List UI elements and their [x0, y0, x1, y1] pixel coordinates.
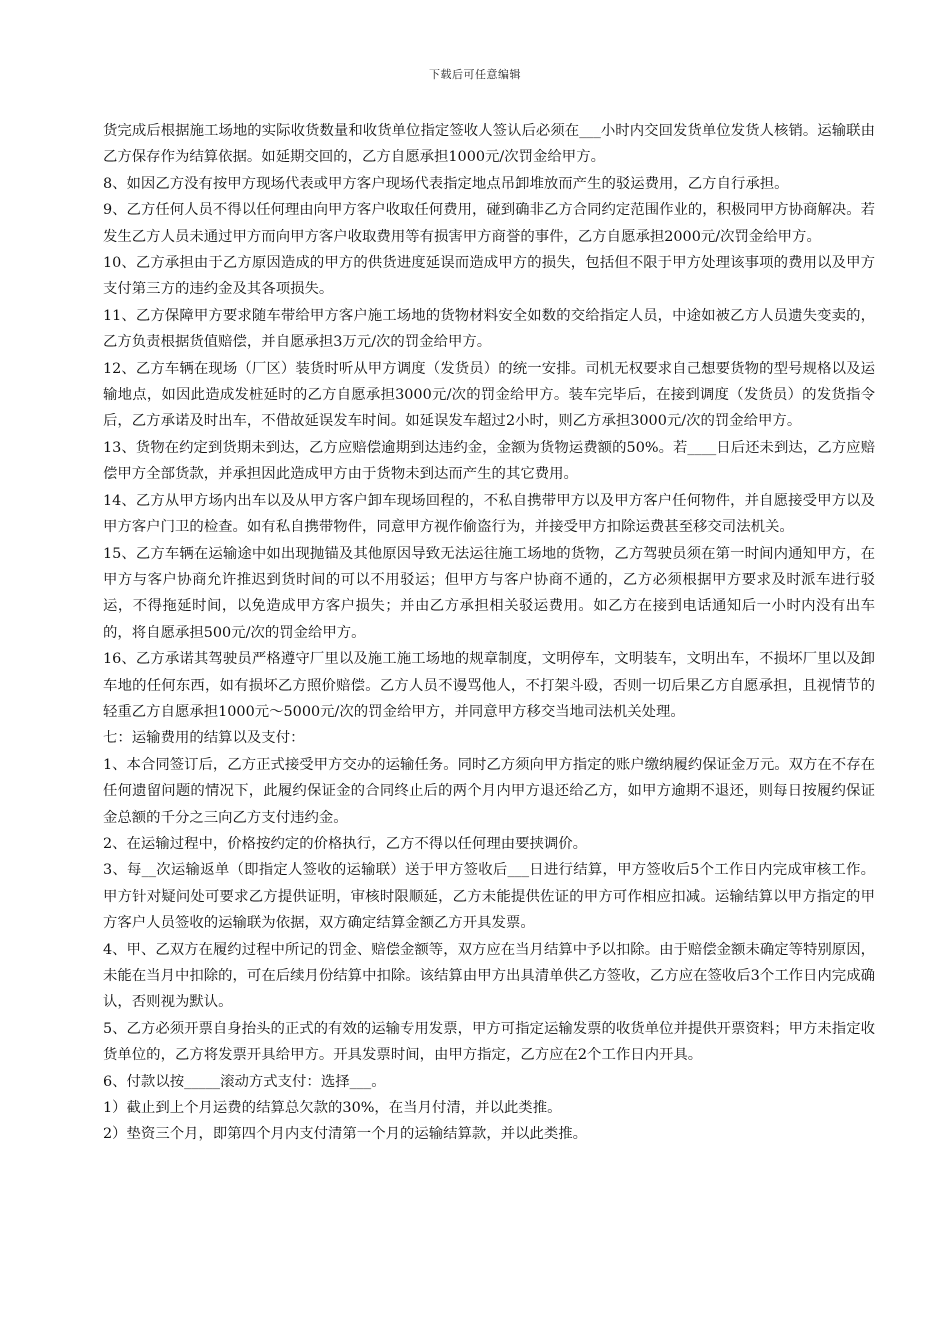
clause-13: 13、货物在约定到货期未到达，乙方应赔偿逾期到达违约金，金额为货物运费额的50%。若____日后还未到达，乙方应赔偿甲方全部货款，并承担因此造成甲方由于货物未到达而产生的其它费用。 — [103, 439, 875, 483]
settlement-clause-6: 6、付款以按_____滚动方式支付：选择___。 — [103, 1073, 386, 1090]
clause-12: 12、乙方车辆在现场（厂区）装货时听从甲方调度（发货员）的统一安排。司机无权要求自己想要货物的型号规格以及运输地点，如因此造成发桩延时的乙方自愿承担3000元/次的罚金给甲方。装车完毕后，在接到调度（发货员）的发货指令后，乙方承诺及时出车，不借故延误发车时间。如延误发车超过2小时，则乙方承担3000元/次的罚金给甲方。 — [103, 360, 875, 430]
clause-14: 14、乙方从甲方场内出车以及从甲方客户卸车现场回程的，不私自携带甲方以及甲方客户任何物件，并自愿接受甲方以及甲方客户门卫的检查。如有私自携带物件，同意甲方视作偷盗行为，并接受甲方扣除运费甚至移交司法机关。 — [103, 492, 875, 536]
clause-16: 16、乙方承诺其驾驶员严格遵守厂里以及施工施工场地的规章制度，文明停车，文明装车，文明出车，不损坏厂里以及卸车地的任何东西，如有损坏乙方照价赔偿。乙方人员不谩骂他人，不打架斗殴，否则一切后果乙方自愿承担，且视情节的轻重乙方自愿承担1000元～5000元/次的罚金给甲方，并同意甲方移交当地司法机关处理。 — [103, 651, 875, 720]
payment-option-1: 1）截止到上个月运费的结算总欠款的30%，在当月付清，并以此类推。 — [103, 1100, 562, 1117]
page-header: 下载后可任意编辑 — [429, 68, 521, 81]
clause-11: 11、乙方保障甲方要求随车带给甲方客户施工场地的货物材料安全如数的交给指定人员，中途如被乙方人员遗失变卖的，乙方负责根据货值赔偿，并自愿承担3万元/次的罚金给甲方。 — [103, 307, 875, 351]
paragraph-continuation: 货完成后根据施工场地的实际收货数量和收货单位指定签收人签认后必须在___小时内交回发货单位发货人核销。运输联由乙方保存作为结算依据。如延期交回的，乙方自愿承担1000元/次罚金给甲方。 — [103, 123, 875, 166]
settlement-clause-4: 4、甲、乙双方在履约过程中所记的罚金、赔偿金额等，双方应在当月结算中予以扣除。由于赔偿金额未确定等特别原因，未能在当月中扣除的，可在后续月份结算中扣除。该结算由甲方出具清单供乙方签收，乙方应在签收后3个工作日内完成确认，否则视为默认。 — [103, 941, 875, 1011]
clause-9: 9、乙方任何人员不得以任何理由向甲方客户收取任何费用，碰到确非乙方合同约定范围作业的，积极同甲方协商解决。若发生乙方人员未通过甲方而向甲方客户收取费用等有损害甲方商誉的事件，乙方自愿承担2000元/次罚金给甲方。 — [103, 202, 875, 245]
settlement-clause-5: 5、乙方必须开票自身抬头的正式的有效的运输专用发票，甲方可指定运输发票的收货单位并提供开票资料；甲方未指定收货单位的，乙方将发票开具给甲方。开具发票时间，由甲方指定，乙方应在2个工作日内开具。 — [103, 1020, 875, 1064]
section-7-heading: 七：运输费用的结算以及支付： — [103, 730, 305, 747]
clause-8: 8、如因乙方没有按甲方现场代表或甲方客户现场代表指定地点吊卸堆放而产生的驳运费用，乙方自行承担。 — [103, 175, 789, 192]
document-body — [103, 118, 875, 1148]
payment-option-2: 2）垫资三个月，即第四个月内支付清第一个月的运输结算款，并以此类推。 — [103, 1126, 588, 1143]
clause-15: 15、乙方车辆在运输途中如出现抛锚及其他原因导致无法运往施工场地的货物，乙方驾驶员须在第一时间内通知甲方，在甲方与客户协商允许推迟到货时间的可以不用驳运；但甲方与客户协商不通的，乙方必须根据甲方要求及时派车进行驳运，不得拖延时间，以免造成甲方客户损失；并由乙方承担相关驳运费用。如乙方在接到电话通知后一小时内没有出车的，将自愿承担500元/次的罚金给甲方。 — [103, 545, 875, 641]
settlement-clause-2: 2、在运输过程中，价格按约定的价格执行，乙方不得以任何理由要挟调价。 — [103, 835, 588, 852]
clause-10: 10、乙方承担由于乙方原因造成的甲方的供货进度延误而造成甲方的损失，包括但不限于甲方处理该事项的费用以及甲方支付第三方的违约金及其各项损失。 — [103, 255, 875, 298]
settlement-clause-3: 3、每__次运输返单（即指定人签收的运输联）送于甲方签收后___日进行结算，甲方签收后5个工作日内完成审核工作。甲方针对疑问处可要求乙方提供证明，审核时限顺延，乙方未能提供佐证的甲方可作相应扣减。运输结算以甲方指定的甲方客户人员签收的运输联为依据，双方确定结算金额乙方开具发票。 — [103, 862, 875, 932]
settlement-clause-1: 1、本合同签订后，乙方正式接受甲方交办的运输任务。同时乙方须向甲方指定的账户缴纳履约保证金万元。双方在不存在任何遗留问题的情况下，此履约保证金的合同终止后的两个月内甲方退还给乙方，如甲方逾期不退还，则每日按履约保证金总额的千分之三向乙方支付违约金。 — [103, 756, 875, 826]
